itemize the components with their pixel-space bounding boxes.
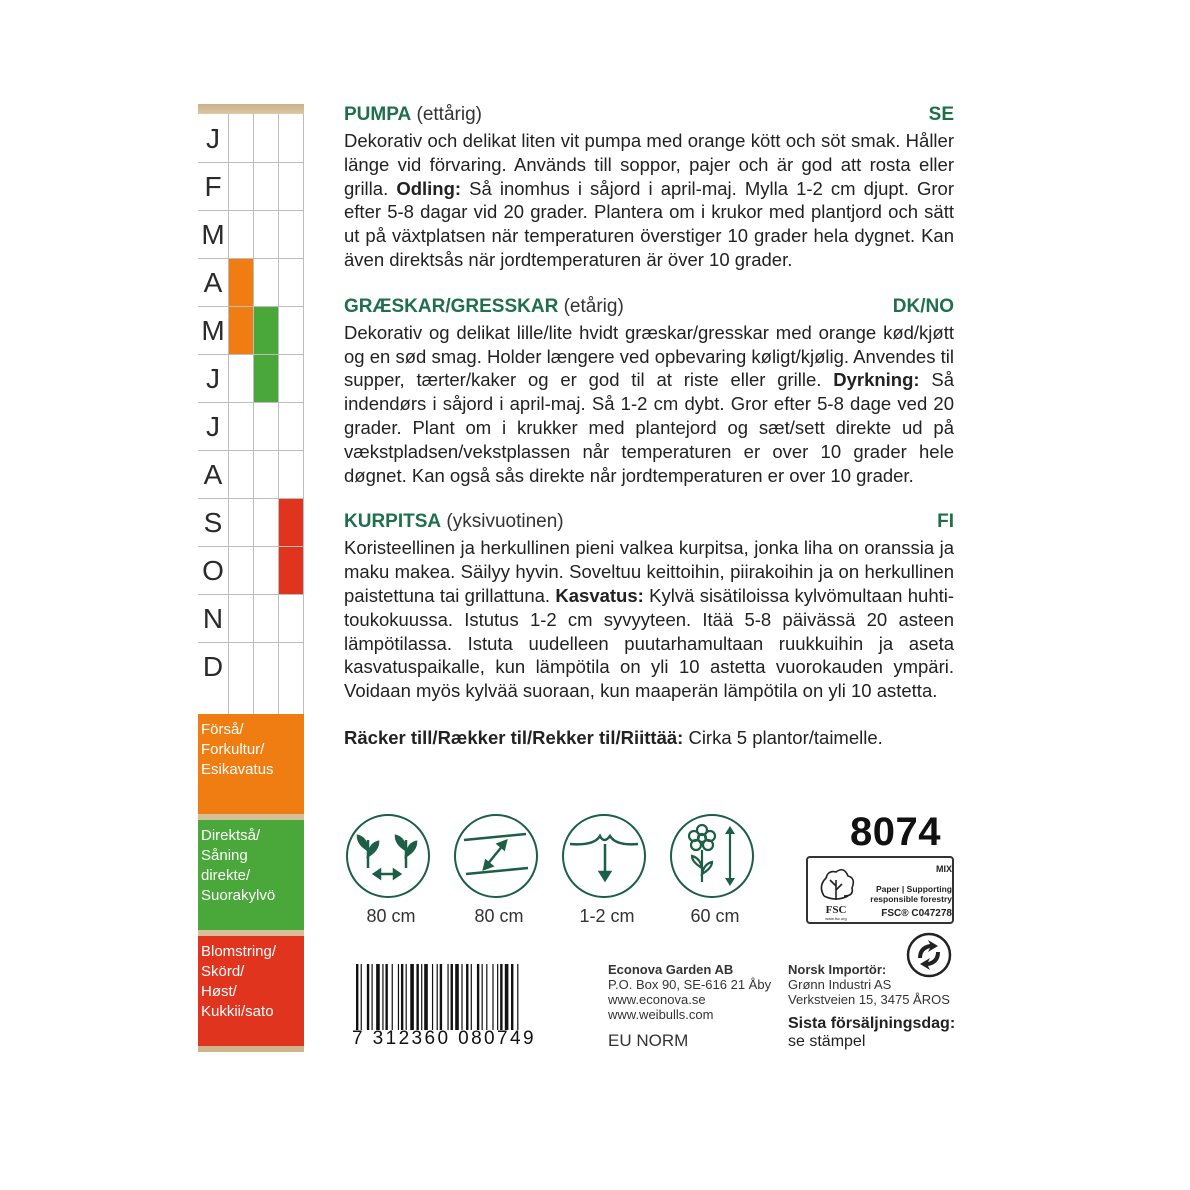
barcode-bar [497, 964, 498, 1030]
kraft-edge [198, 104, 304, 114]
barcode-bar [461, 964, 462, 1030]
plant-height-icon [670, 814, 760, 926]
depth-icon [564, 816, 644, 896]
barcode-bar [356, 964, 358, 1030]
body-text: Dekorativ og delikat lille/lite hvidt græskar/gresskar med orange kød/kjøtt og en sød smag. Holder længere ved opbevaring køligt/kjølig. Anvendes til supper, tærter/kaker og er god til at riste eller grille. [344, 321, 954, 391]
fsc-label [806, 856, 954, 924]
product-name: GRÆSKAR/GRESSKAR [344, 295, 559, 317]
eu-norm: EU NORM [608, 1031, 689, 1050]
section-body [344, 321, 954, 488]
grid-line [198, 162, 304, 163]
fsc-claim [862, 884, 952, 904]
month-row [198, 258, 304, 306]
barcode-bar [437, 964, 438, 1030]
month-letter: M [201, 315, 225, 346]
fsc-logo-text: FSC [825, 904, 847, 916]
grid-line [198, 306, 304, 307]
section-heading [344, 296, 954, 321]
barcode-bar [477, 964, 479, 1030]
barcode-bar [471, 964, 472, 1030]
section-heading [344, 104, 954, 129]
section-dk [344, 296, 954, 488]
section-body [344, 536, 954, 703]
sowing-depth-icon [562, 814, 652, 926]
grid-line [198, 642, 304, 643]
company-postal: P.O. Box 90, SE-616 21 Åby [608, 977, 772, 992]
month-row [198, 306, 304, 354]
icon-circle [454, 814, 538, 898]
month-row [198, 450, 304, 498]
calendar-fill [278, 546, 303, 594]
legend-text: Skörd/ [201, 963, 245, 980]
barcode [356, 964, 572, 1030]
row-distance-icon [454, 814, 544, 926]
month-row [198, 114, 304, 162]
body-text: Kylvä sisätiloissa kylvömultaan huhti-toukokuussa. Istutus 1-2 cm syvyyteen. Itää 5-8 päivässä 20 asteen lämpötilassa. Istuta uudelleen puutarhamultaan ruukkuihin ja aseta kasvatuspaikalle, kun lämpötila on yli 10 astetta vuorokauden ympäri. Voidaan myös kylvää suoraan, kun maaperän lämpötila on yli 10 astetta. [344, 584, 955, 702]
barcode-bar [455, 964, 459, 1030]
article-number: 8074 [850, 810, 941, 854]
body-text: Så indendørs i såjord i april-maj. Så 1-2 cm dybt. Gror efter 5-8 dage ved 20 grader. Plant om i krukker med plantejord og sæt/sett direkte ud på vækstpladsen/vekstplassen når temperaturen er over 10 grader hele døgnet. Kan også sås direkte når jordtemperaturen er over 10 grader. [344, 369, 955, 486]
barcode-bar [492, 964, 493, 1030]
company-web: www.econova.se [608, 992, 706, 1007]
barcode-bar [385, 964, 387, 1030]
barcode-bar [486, 964, 487, 1030]
legend-text: Såning [201, 847, 248, 864]
month-letter: J [206, 123, 220, 154]
body-text: Dekorativ och delikat liten vit pumpa med orange kött och söt smak. Håller länge vid förvaring. Används till soppor, pajer och är god att rosta eller grilla. [344, 130, 954, 199]
calendar-fill [228, 258, 253, 306]
company-address [608, 962, 771, 1022]
month-letter: N [202, 603, 224, 634]
legend-text: Förså/ [201, 721, 244, 738]
icon-caption: 80 cm [366, 906, 416, 926]
legend-forsadd [198, 714, 304, 814]
grid-line [198, 594, 304, 595]
yield-line [344, 727, 954, 749]
icon-caption: 80 cm [474, 906, 524, 926]
month-row [198, 354, 304, 402]
section-fi [344, 511, 954, 703]
product-sub: (yksivuotinen) [446, 511, 564, 533]
kraft-edge [198, 1046, 304, 1052]
flower-icon [672, 816, 752, 896]
legend-text: direkte/ [201, 867, 251, 884]
barcode-bar [382, 964, 383, 1030]
barcode-bar [482, 964, 483, 1030]
company-name: Econova Garden AB [608, 962, 734, 977]
barcode-bar [440, 964, 442, 1030]
month-row [198, 210, 304, 258]
importer-address [788, 962, 950, 1007]
grid-line [198, 354, 304, 355]
barcode-bar [451, 964, 453, 1030]
barcode-bar [447, 964, 448, 1030]
calendar-fill [253, 306, 278, 354]
yield-label: Räcker till/Rækker til/Rekker til/Riittää: [344, 726, 684, 748]
legend-direkt [198, 820, 304, 930]
seedling-icon [348, 816, 428, 896]
cultivation-label: Kasvatus: [555, 584, 644, 606]
barcode-bar [410, 964, 414, 1030]
barcode-bar [361, 964, 362, 1030]
barcode-bar [367, 964, 369, 1030]
barcode-number: 7 312360 080749 [352, 1028, 536, 1049]
product-sub: (ettårig) [416, 104, 482, 125]
product-name: PUMPA [344, 104, 412, 125]
fsc-claim-line: Paper | Supporting [875, 884, 952, 894]
legend-text: Esikavatus [201, 761, 274, 778]
section-heading [344, 511, 954, 536]
barcode-bar [517, 964, 518, 1030]
legend-bloom [198, 936, 304, 1046]
month-letter: J [206, 411, 220, 442]
month-row [198, 498, 304, 546]
body-text: Så inomhus i såjord i april-maj. Mylla 1-2 cm djupt. Gror efter 5-8 dagar vid 20 grader. Plantera om i krukor med plantjord och sätt ut på växtplatsen när temperaturen överstiger 10 grader hela dygnet. Kan även direktsås när jordtemperaturen är över 10 grader. [344, 177, 955, 270]
language-code: SE [928, 104, 954, 125]
grid-line [228, 114, 229, 794]
barcode-bar [401, 964, 403, 1030]
icon-caption: 60 cm [690, 906, 740, 926]
fsc-license: FSC® C047278 [881, 908, 952, 919]
fsc-url: www.fsc.org [825, 916, 847, 921]
legend-text: Kukkii/sato [201, 1003, 274, 1020]
month-letter: F [204, 171, 222, 202]
grid-line [198, 258, 304, 259]
grid-line [198, 546, 304, 547]
barcode-bar [372, 964, 373, 1030]
grid-line [278, 114, 279, 794]
last-sale-date [788, 1015, 955, 1051]
calendar-fill [228, 306, 253, 354]
last-sale-value: se stämpel [788, 1033, 866, 1050]
icon-caption: 1-2 cm [579, 906, 635, 926]
last-sale-label: Sista försäljningsdag: [788, 1015, 956, 1032]
fsc-tree-logo [814, 862, 860, 922]
language-code: FI [937, 511, 954, 533]
legend-text: Blomstring/ [201, 943, 277, 960]
month-letter: D [202, 651, 224, 682]
section-se [344, 104, 954, 272]
section-body [344, 129, 954, 272]
month-letter: A [203, 459, 223, 490]
language-code: DK/NO [892, 295, 954, 317]
barcode-bar [511, 964, 513, 1030]
grid-line [303, 114, 304, 794]
importer-postal: Verkstveien 15, 3475 ÅROS [788, 992, 950, 1007]
barcode-bar [424, 964, 428, 1030]
yield-value: Cirka 5 plantor/taimelle. [688, 726, 883, 748]
rows-icon [456, 816, 536, 896]
month-grid [198, 114, 304, 794]
fsc-mix: MIX [935, 864, 952, 874]
month-row [198, 594, 304, 642]
calendar-fill [278, 498, 303, 546]
month-row [198, 642, 304, 690]
cultivation-label: Odling: [396, 177, 462, 199]
icon-circle [562, 814, 646, 898]
grid-line [198, 450, 304, 451]
month-row [198, 402, 304, 450]
grid-line [198, 498, 304, 499]
legend-text: Forkultur/ [201, 741, 265, 758]
description-column [344, 104, 954, 749]
month-letter: M [201, 219, 225, 250]
barcode-bar [376, 964, 380, 1030]
barcode-bar [392, 964, 393, 1030]
plant-distance-icon [346, 814, 436, 926]
body-text: Koristeellinen ja herkullinen pieni valkea kurpitsa, jonka liha on oranssia ja maku makea. Säilyy hyvin. Soveltuu keittoihin, piirakoihin ja on herkullinen paistettuna tai grillattuna. [344, 537, 954, 606]
product-name: KURPITSA [344, 511, 442, 533]
legend-text: Suorakylvö [201, 887, 276, 904]
grid-line [198, 210, 304, 211]
barcode-bar [505, 964, 509, 1030]
month-letter: A [203, 267, 223, 298]
barcode-bar [466, 964, 468, 1030]
month-letter: J [206, 363, 220, 394]
month-letter: O [202, 555, 224, 586]
barcode-bar [416, 964, 418, 1030]
icon-circle [346, 814, 430, 898]
sowing-calendar [198, 104, 304, 1052]
barcode-bar [421, 964, 422, 1030]
icon-circle [670, 814, 754, 898]
barcode-bar [500, 964, 502, 1030]
product-sub: (etårig) [563, 295, 624, 317]
fsc-claim-line: responsible forestry [870, 894, 952, 904]
importer-title: Norsk Importör: [788, 962, 887, 977]
month-row [198, 546, 304, 594]
barcode-bar [398, 964, 399, 1030]
grid-line [198, 402, 304, 403]
grid-line [253, 114, 254, 794]
month-row [198, 162, 304, 210]
legend-text: Direktså/ [201, 827, 261, 844]
calendar-fill [253, 354, 278, 402]
company-web: www.weibulls.com [608, 1007, 714, 1022]
barcode-bar [432, 964, 433, 1030]
barcode-bar [406, 964, 407, 1030]
legend-text: Høst/ [201, 983, 237, 1000]
month-letter: S [203, 507, 223, 538]
importer-name: Grønn Industri AS [788, 977, 892, 992]
cultivation-label: Dyrkning: [833, 369, 920, 391]
